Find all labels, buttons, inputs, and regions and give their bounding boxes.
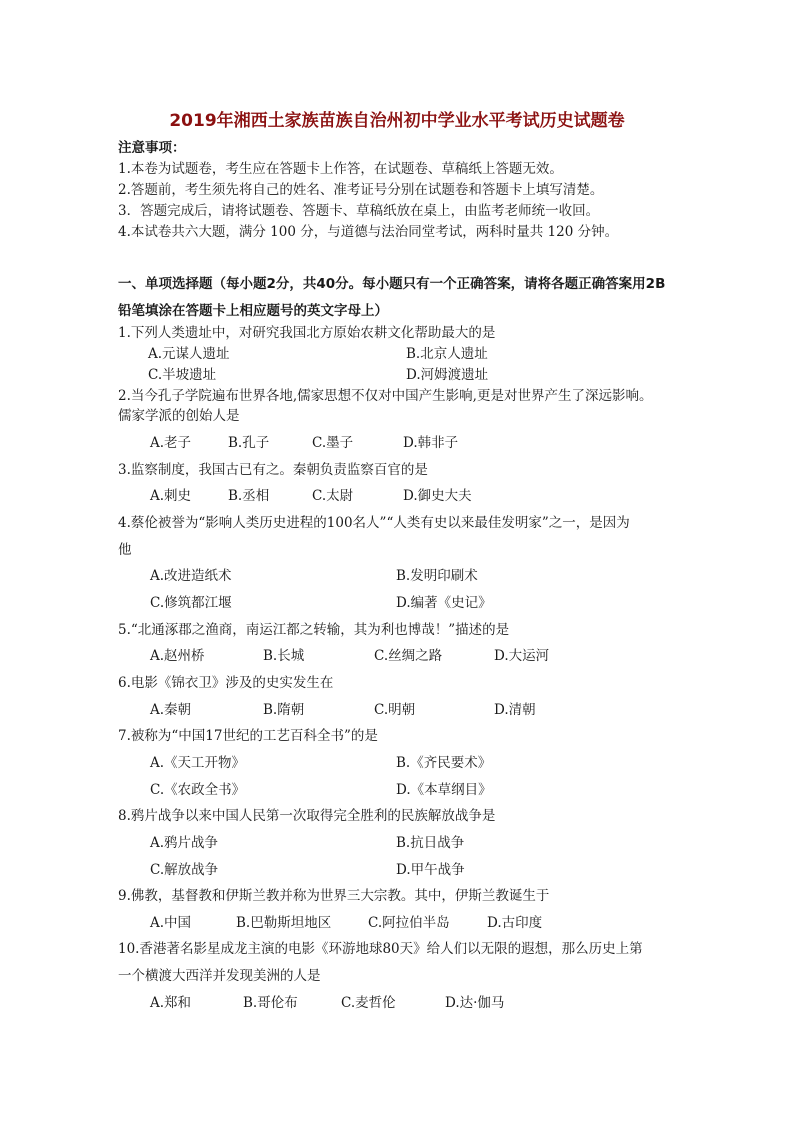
notes-heading: 注意事项： [118,140,186,156]
question-stem: 10.香港著名影星成龙主演的电影《环游地球80天》给人们以无限的遐想，那么历史上第 [118,941,643,957]
question-option: B.丞相 [228,488,270,504]
question-option: A.老子 [150,435,192,451]
question-option: D.甲午战争 [396,862,465,878]
question-option: B.发明印刷术 [396,568,478,584]
section-heading: 一、单项选择题（每小题2分，共40分。每小题只有一个正确答案，请将各题正确答案用2B [118,276,666,292]
question-option: A.赵州桥 [150,648,205,664]
question-option: A.秦朝 [150,702,192,718]
question-option: B.长城 [263,648,305,664]
question-stem: 1.下列人类遗址中，对研究我国北方原始农耕文化帮助最大的是 [118,325,496,341]
note-item: 3．答题完成后，请将试题卷、答题卡、草稿纸放在桌上，由监考老师统一收回。 [118,203,600,219]
question-option: D.达·伽马 [445,995,505,1011]
question-stem: 一个横渡大西洋并发现美洲的人是 [118,968,321,984]
question-option: C.阿拉伯半岛 [368,915,450,931]
question-stem: 儒家学派的创始人是 [118,408,240,424]
question-option: A.刺史 [150,488,192,504]
question-option: C.墨子 [312,435,354,451]
question-option: C.解放战争 [150,862,219,878]
note-item: 4.本试卷共六大题，满分 100 分，与道德与法治同堂考试，两科时量共 120 分钟。 [118,224,619,240]
question-stem: 6.电影《锦衣卫》涉及的史实发生在 [118,675,334,691]
question-option: C.太尉 [312,488,354,504]
question-option: A.鸦片战争 [150,835,219,851]
section-heading-cont: 铅笔填涂在答题卡上相应题号的英文字母上） [118,303,388,319]
question-stem: 3.监察制度，我国古已有之。秦朝负责监察百官的是 [118,462,428,478]
question-stem: 4.蔡伦被誉为“影响人类历史进程的100名人”“人类有史以来最佳发明家”之一，是因为 [118,515,630,531]
question-option: B.隋朝 [263,702,305,718]
question-option: D.御史大夫 [403,488,472,504]
question-option: A.《天工开物》 [150,755,246,771]
question-option: B.哥伦布 [243,995,298,1011]
question-option: D.河姆渡遗址 [406,367,489,383]
note-item: 2.答题前，考生须先将自己的姓名、准考证号分别在试题卷和答题卡上填写清楚。 [118,182,604,198]
question-option: C.麦哲伦 [341,995,396,1011]
question-stem: 他 [118,542,132,558]
question-option: D.编著《史记》 [396,595,492,611]
question-option: D.《本草纲目》 [396,782,492,798]
question-option: D.大运河 [494,648,550,664]
question-stem: 8.鸦片战争以来中国人民第一次取得完全胜利的民族解放战争是 [118,808,496,824]
question-option: C.修筑都江堰 [150,595,232,611]
question-option: B.抗日战争 [396,835,465,851]
note-item: 1.本卷为试题卷，考生应在答题卡上作答，在试题卷、草稿纸上答题无效。 [118,161,563,177]
question-option: D.古印度 [487,915,543,931]
question-option: C.明朝 [374,702,416,718]
question-option: B.《齐民要术》 [396,755,492,771]
question-option: C.半坡遗址 [148,367,217,383]
question-option: C.丝绸之路 [374,648,443,664]
question-option: D.清朝 [494,702,536,718]
question-option: D.韩非子 [403,435,459,451]
question-stem: 2.当今孔子学院遍布世界各地,儒家思想不仅对中国产生影响,更是对世界产生了深远影响。 [118,388,653,404]
question-stem: 5.“北通涿郡之渔商，南运江都之转输，其为利也博哉！”描述的是 [118,622,510,638]
question-option: B.巴勒斯坦地区 [236,915,332,931]
question-option: C.《农政全书》 [150,782,246,798]
question-stem: 9.佛教，基督教和伊斯兰教并称为世界三大宗教。其中，伊斯兰教诞生于 [118,888,550,904]
question-option: B.北京人遗址 [406,346,488,362]
question-option: A.元谋人遗址 [148,346,230,362]
question-option: B.孔子 [228,435,270,451]
question-option: A.郑和 [150,995,192,1011]
question-option: A.改进造纸术 [150,568,232,584]
exam-title: 2019年湘西土家族苗族自治州初中学业水平考试历史试题卷 [169,111,625,131]
question-option: A.中国 [150,915,192,931]
question-stem: 7.被称为“中国17世纪的工艺百科全书”的是 [118,728,378,744]
